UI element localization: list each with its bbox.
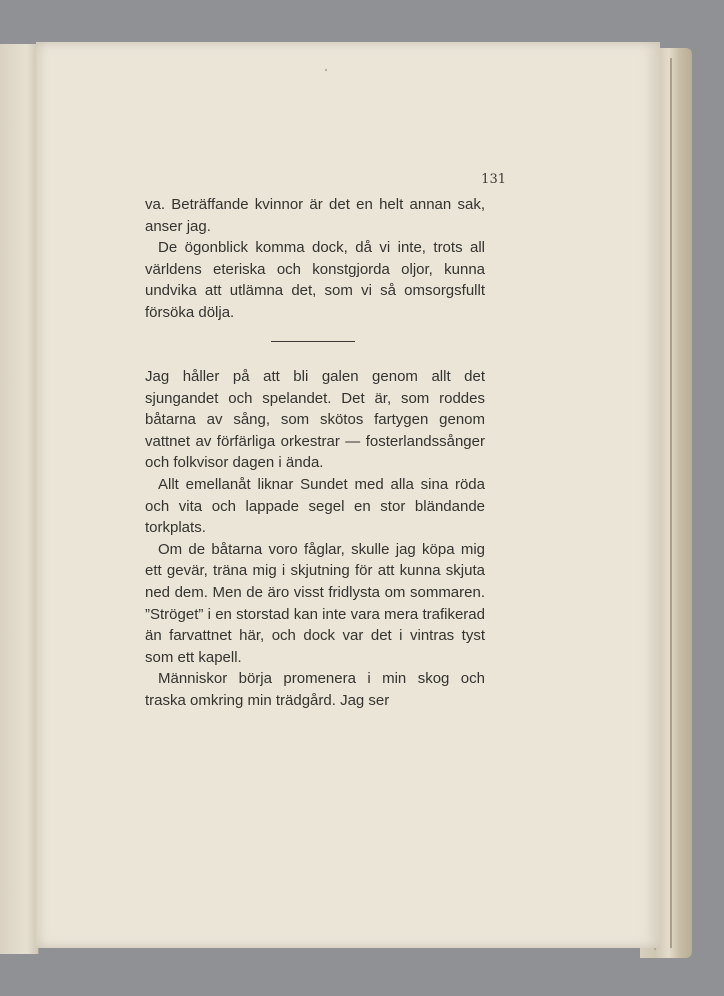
section-divider (271, 341, 355, 342)
paragraph: Om de båtarna voro fåglar, skulle jag köpa mig ett gevär, träna mig i skjutning för att kunna skjuta ned dem. Men de äro visst fridlysta om sommaren. ”Ströget” i en storstad kan inte vara mera trafikerad än farvattnet här, och dock var det i vintras tyst som ett kapell. (145, 540, 485, 666)
paragraph: Allt emellanåt liknar Sundet med alla sina röda och vita och lappade segel en stor bländande torkplats. (145, 475, 485, 537)
page-number: 131 (481, 172, 506, 187)
paragraph: De ögonblick komma dock, då vi inte, trots all världens eteriska och konstgjorda oljor, kunna undvika att utlämna det, som vi så omsorgsfullt försöka dölja. (145, 239, 485, 321)
paragraph: Människor börja promenera i min skog och traska omkring min trädgård. Jag ser (145, 670, 485, 709)
text-section-2 (145, 366, 485, 712)
text-section-1 (145, 194, 485, 324)
book-page (36, 42, 660, 948)
paragraph: va. Beträffande kvinnor är det en helt annan sak, anser jag. (145, 196, 485, 235)
facing-page-edge (0, 44, 39, 954)
paragraph: Jag håller på att bli galen genom allt det sjungandet och spelandet. Det är, som roddes båtarna av sång, som skötos fartygen genom vattnet av förfärliga orkestrar — fosterlandssånger och folkvisor dagen i ända. (145, 368, 485, 472)
paper-speck (325, 69, 327, 71)
